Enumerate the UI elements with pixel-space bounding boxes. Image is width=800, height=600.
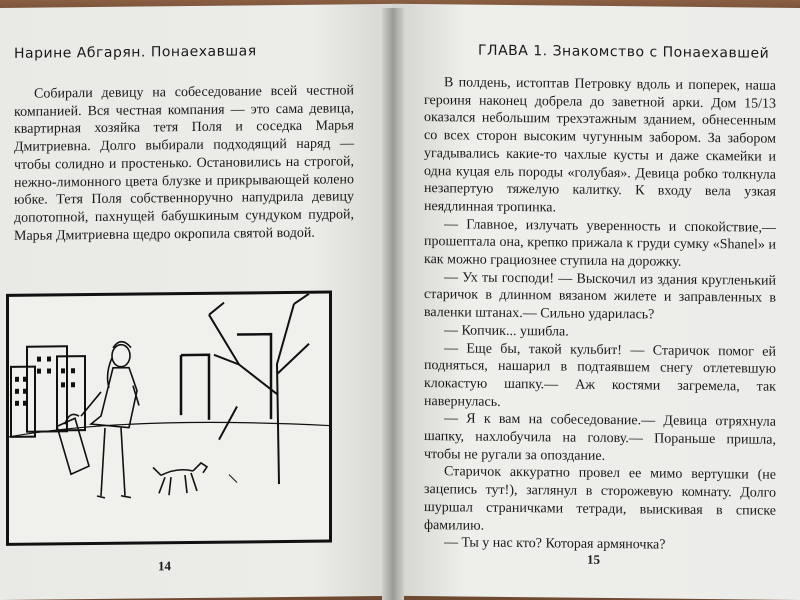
paragraph: Старичок аккуратно провел ее мимо вертушки (не зацепись тут!), заглянул в сторожевую комнату. Долго шуршал страничками тетради, выискивая в списке фамилию. xyxy=(424,464,776,534)
left-page xyxy=(0,4,392,600)
right-body-text xyxy=(424,74,776,556)
open-book xyxy=(0,8,800,600)
left-body-text xyxy=(14,82,354,245)
paragraph: — Еще бы, такой кульбит! — Старичок помог ей подняться, нашарил в подтаявшем снегу отлетевшую клокастую шапку.— Аж костями загремела, так навернулась. xyxy=(424,340,776,410)
book-gutter xyxy=(382,8,404,600)
illustration xyxy=(6,291,332,546)
paragraph: — Ты у нас кто? Которая армяночка? xyxy=(444,535,666,553)
illustration-drawing xyxy=(9,294,329,543)
left-page-number: 14 xyxy=(158,558,171,574)
right-page xyxy=(392,4,800,600)
paragraph: В полдень, истоптав Петровку вдоль и поперек, наша героиня наконец добрела до заветной арки. Дом 15/13 оказался небольшим трехэтажным зданием, обнесенным со всех сторон высоким чугунным забором. За забором угадывались какие-то чахлые кусты и даже скамейки и одна куцая ель породы «голубая». Девица робко толкнула незапертую тяжелую калитку. К входу вела узкая неядлинная тропинка. xyxy=(424,75,776,216)
right-running-head: ГЛАВА 1. Знакомство с Понаехавшей xyxy=(478,42,770,62)
paragraph: — Главное, излучать уверенность и спокойствие,— прошептала она, крепко прижала к груди сумку «Shanel» и как можно грациознее ступила на дорожку. xyxy=(424,216,776,270)
paragraph: — Ух ты господи! — Выскочил из здания кругленький старичок в длинном вязаном жилете и заправленных в валенки штанах.— Сильно ударилась? xyxy=(424,270,776,323)
left-running-head: Нарине Абгарян. Понаехавшая xyxy=(14,43,257,62)
paragraph: — Копчик... ушибла. xyxy=(444,323,569,340)
paragraph: Собирали девицу на собеседование всей честной компанией. Вся честная компания — это сама девица, квартирная хозяйка тетя Поля и соседка Марья Дмитриевна. Долго выбирали подходящий наряд — чтобы солидно и простенько. Остановились на строгой, нежно-лимонного цвета блузке и прикрывающей колено юбке. Тетя Поля собственноручно напудрила девицу допотопной, пахнущей бабушкиным сундуком пудрой, Марья Дмитриевна щедро окропила святой водой. xyxy=(14,83,354,244)
right-page-number: 15 xyxy=(587,551,600,567)
paragraph: — Я к вам на собеседование.— Девица отряхнула шапку, нахлобучила на голову.— Пораньше пришла, чтобы не ругали за опоздание. xyxy=(424,411,776,464)
